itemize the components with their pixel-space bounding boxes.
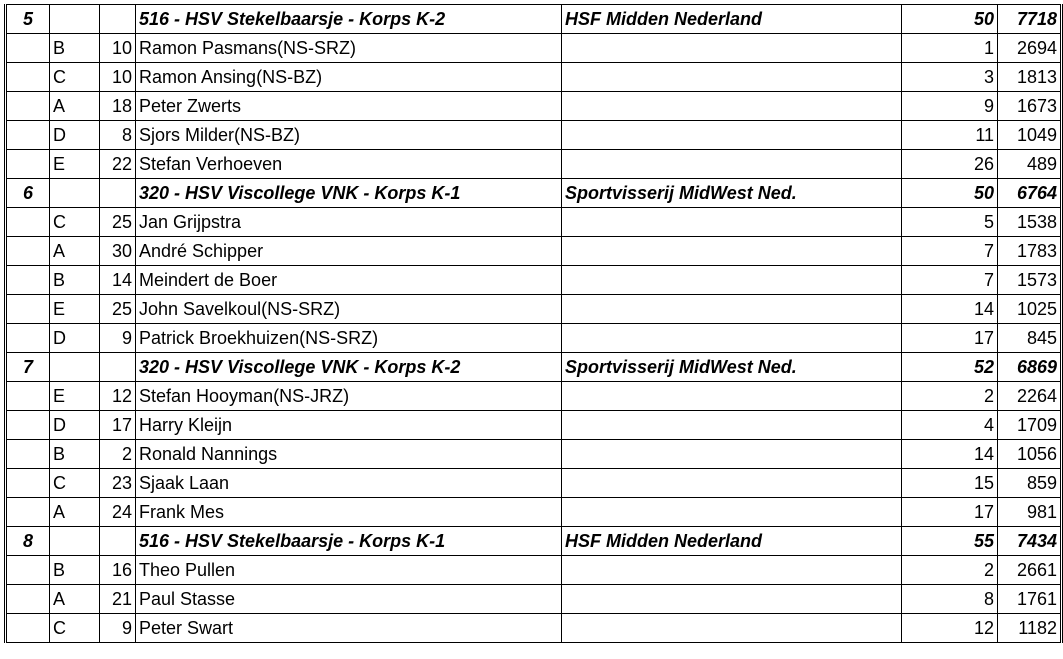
member-row [6,208,1062,237]
member-spot: 8 [100,121,136,150]
member-weight: 981 [998,498,1062,527]
member-federation-empty [562,237,902,266]
member-rank-empty [6,382,50,411]
member-row [6,440,1062,469]
member-row [6,324,1062,353]
member-rank-empty [6,92,50,121]
member-spot: 10 [100,34,136,63]
member-name: Patrick Broekhuizen(NS-SRZ) [136,324,562,353]
member-federation-empty [562,34,902,63]
member-rank-empty [6,411,50,440]
member-points: 3 [902,63,998,92]
member-sector: B [50,266,100,295]
member-rank-empty [6,469,50,498]
member-name: Ramon Pasmans(NS-SRZ) [136,34,562,63]
member-sector: A [50,237,100,266]
member-weight: 2264 [998,382,1062,411]
member-federation-empty [562,150,902,179]
team-federation: Sportvisserij MidWest Ned. [562,179,902,208]
member-name: Jan Grijpstra [136,208,562,237]
member-points: 4 [902,411,998,440]
team-rank: 7 [6,353,50,382]
member-sector: C [50,614,100,643]
member-weight: 1049 [998,121,1062,150]
member-rank-empty [6,63,50,92]
member-sector: A [50,498,100,527]
member-federation-empty [562,208,902,237]
member-federation-empty [562,440,902,469]
team-rank: 6 [6,179,50,208]
member-federation-empty [562,556,902,585]
member-name: Stefan Verhoeven [136,150,562,179]
member-name: Paul Stasse [136,585,562,614]
member-rank-empty [6,208,50,237]
member-weight: 1709 [998,411,1062,440]
member-weight: 1182 [998,614,1062,643]
member-spot: 23 [100,469,136,498]
member-federation-empty [562,411,902,440]
member-rank-empty [6,150,50,179]
member-name: Sjors Milder(NS-BZ) [136,121,562,150]
member-federation-empty [562,614,902,643]
member-row [6,237,1062,266]
team-federation: HSF Midden Nederland [562,527,902,556]
member-points: 1 [902,34,998,63]
member-weight: 1538 [998,208,1062,237]
member-spot: 22 [100,150,136,179]
member-spot: 24 [100,498,136,527]
member-rank-empty [6,324,50,353]
team-sector-empty [50,5,100,34]
team-rank: 5 [6,5,50,34]
member-name: Sjaak Laan [136,469,562,498]
team-points: 50 [902,5,998,34]
team-weight: 6764 [998,179,1062,208]
member-federation-empty [562,63,902,92]
member-weight: 1056 [998,440,1062,469]
member-weight: 1761 [998,585,1062,614]
member-spot: 10 [100,63,136,92]
member-name: Peter Swart [136,614,562,643]
member-weight: 1813 [998,63,1062,92]
team-federation: HSF Midden Nederland [562,5,902,34]
member-weight: 845 [998,324,1062,353]
member-sector: A [50,585,100,614]
member-name: Stefan Hooyman(NS-JRZ) [136,382,562,411]
member-weight: 1025 [998,295,1062,324]
member-points: 8 [902,585,998,614]
member-spot: 25 [100,208,136,237]
team-weight: 6869 [998,353,1062,382]
member-points: 7 [902,237,998,266]
member-sector: C [50,63,100,92]
member-federation-empty [562,295,902,324]
member-rank-empty [6,498,50,527]
member-sector: C [50,208,100,237]
member-sector: A [50,92,100,121]
member-sector: B [50,34,100,63]
member-row [6,121,1062,150]
member-points: 5 [902,208,998,237]
member-rank-empty [6,585,50,614]
member-points: 2 [902,556,998,585]
member-name: Ronald Nannings [136,440,562,469]
member-name: Theo Pullen [136,556,562,585]
member-name: Frank Mes [136,498,562,527]
team-sector-empty [50,527,100,556]
team-points: 52 [902,353,998,382]
results-table-body [6,5,1062,643]
member-federation-empty [562,92,902,121]
member-points: 9 [902,92,998,121]
member-spot: 16 [100,556,136,585]
member-row [6,63,1062,92]
member-spot: 9 [100,324,136,353]
member-weight: 2694 [998,34,1062,63]
member-row [6,614,1062,643]
member-federation-empty [562,266,902,295]
team-row [6,527,1062,556]
member-weight: 1573 [998,266,1062,295]
member-federation-empty [562,469,902,498]
member-sector: D [50,411,100,440]
team-row [6,179,1062,208]
team-row [6,353,1062,382]
member-rank-empty [6,556,50,585]
member-row [6,150,1062,179]
member-spot: 12 [100,382,136,411]
results-table [4,4,1063,643]
member-spot: 25 [100,295,136,324]
team-sector-empty [50,353,100,382]
member-weight: 859 [998,469,1062,498]
member-row [6,295,1062,324]
team-points: 55 [902,527,998,556]
team-row [6,5,1062,34]
team-spot-empty [100,5,136,34]
member-row [6,382,1062,411]
member-row [6,585,1062,614]
member-spot: 21 [100,585,136,614]
member-points: 14 [902,440,998,469]
member-points: 14 [902,295,998,324]
member-spot: 2 [100,440,136,469]
member-rank-empty [6,440,50,469]
member-row [6,498,1062,527]
member-federation-empty [562,585,902,614]
member-points: 2 [902,382,998,411]
member-points: 11 [902,121,998,150]
member-name: Harry Kleijn [136,411,562,440]
member-federation-empty [562,498,902,527]
member-rank-empty [6,614,50,643]
member-sector: D [50,121,100,150]
team-spot-empty [100,179,136,208]
member-name: John Savelkoul(NS-SRZ) [136,295,562,324]
team-rank: 8 [6,527,50,556]
member-spot: 30 [100,237,136,266]
member-points: 15 [902,469,998,498]
member-sector: B [50,556,100,585]
member-spot: 14 [100,266,136,295]
team-sector-empty [50,179,100,208]
team-points: 50 [902,179,998,208]
member-rank-empty [6,237,50,266]
member-federation-empty [562,382,902,411]
member-name: Meindert de Boer [136,266,562,295]
member-sector: D [50,324,100,353]
member-name: Ramon Ansing(NS-BZ) [136,63,562,92]
member-rank-empty [6,34,50,63]
member-spot: 17 [100,411,136,440]
member-weight: 1673 [998,92,1062,121]
member-row [6,469,1062,498]
member-rank-empty [6,295,50,324]
member-sector: B [50,440,100,469]
member-points: 7 [902,266,998,295]
member-weight: 489 [998,150,1062,179]
member-row [6,411,1062,440]
team-name: 320 - HSV Viscollege VNK - Korps K-2 [136,353,562,382]
member-weight: 1783 [998,237,1062,266]
member-rank-empty [6,266,50,295]
member-row [6,34,1062,63]
team-spot-empty [100,527,136,556]
member-row [6,556,1062,585]
member-points: 17 [902,324,998,353]
team-weight: 7434 [998,527,1062,556]
team-name: 516 - HSV Stekelbaarsje - Korps K-2 [136,5,562,34]
team-spot-empty [100,353,136,382]
team-weight: 7718 [998,5,1062,34]
member-name: André Schipper [136,237,562,266]
member-sector: C [50,469,100,498]
member-points: 17 [902,498,998,527]
member-points: 26 [902,150,998,179]
member-name: Peter Zwerts [136,92,562,121]
member-spot: 9 [100,614,136,643]
team-federation: Sportvisserij MidWest Ned. [562,353,902,382]
member-sector: E [50,295,100,324]
member-federation-empty [562,324,902,353]
member-federation-empty [562,121,902,150]
team-name: 516 - HSV Stekelbaarsje - Korps K-1 [136,527,562,556]
member-sector: E [50,150,100,179]
member-spot: 18 [100,92,136,121]
team-name: 320 - HSV Viscollege VNK - Korps K-1 [136,179,562,208]
member-row [6,266,1062,295]
member-sector: E [50,382,100,411]
member-rank-empty [6,121,50,150]
member-weight: 2661 [998,556,1062,585]
member-points: 12 [902,614,998,643]
member-row [6,92,1062,121]
